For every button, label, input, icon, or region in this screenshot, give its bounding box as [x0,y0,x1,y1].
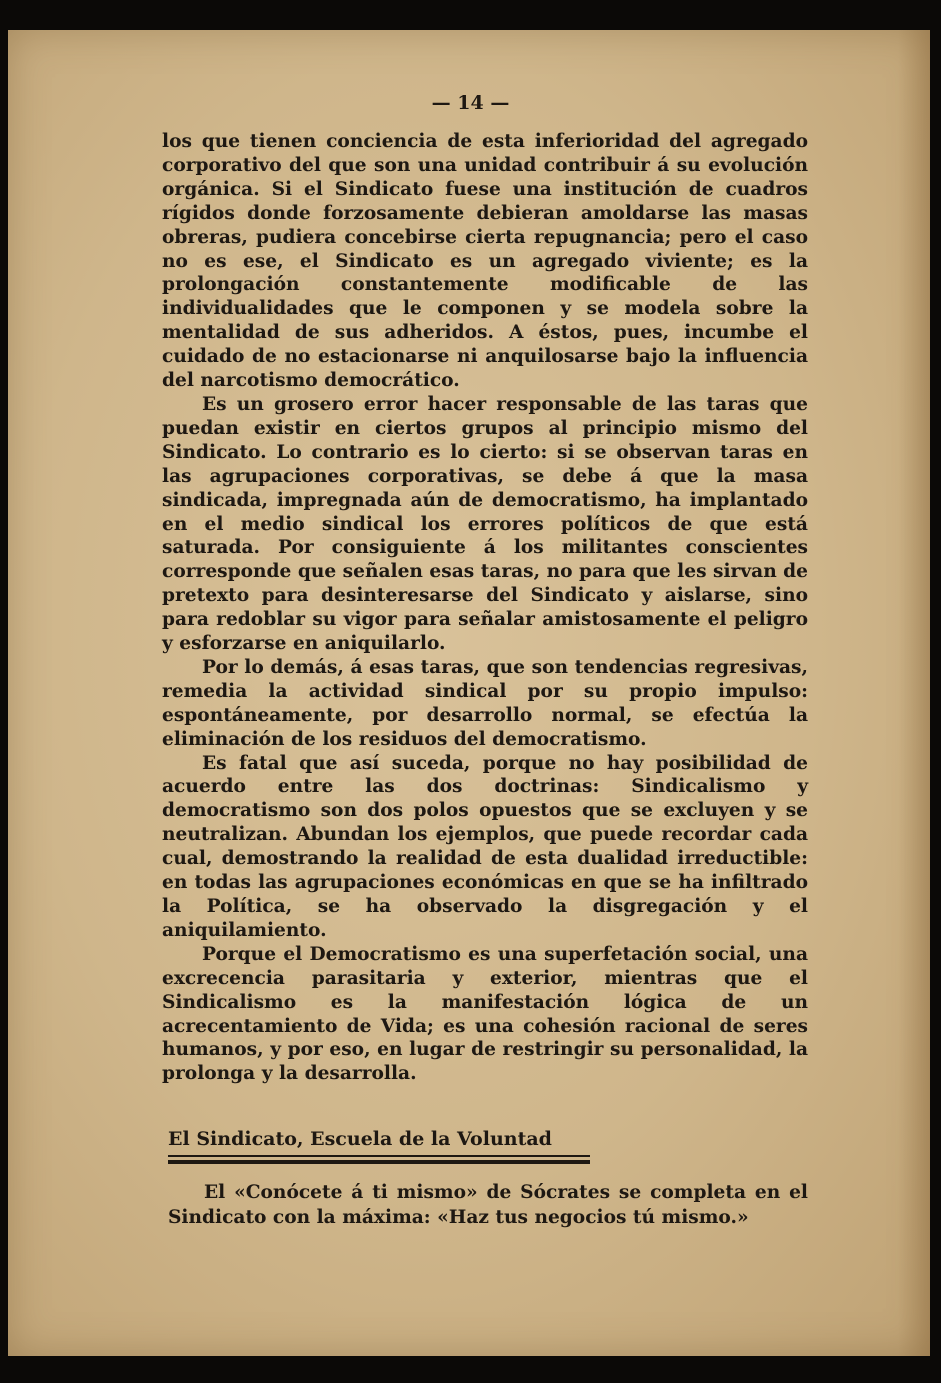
paragraph: los que tienen conciencia de esta inferioridad del agregado corporativo del que son una unidad contribuir á su evolución orgánica. Si el Sindicato fuese una institución de cuadros rígidos donde forzosamente debieran amoldarse las masas obreras, pudiera concebirse cierta repugnancia; pero el caso no es ese, el Sindicato es un agregado viviente; es la prolongación constantemente modificable de las individualidades que le componen y se modela sobre la mentalidad de sus adheridos. A éstos, pues, incumbe el cuidado de no estacionarse ni anquilosarse bajo la influencia del narcotismo democrático. [162,131,808,392]
paragraph: Es un grosero error hacer responsable de las taras que puedan existir en ciertos grupos al principio mismo del Sindicato. Lo contrario es lo cierto: si se observan taras en las agrupaciones corporativas, se debe á que la masa sindicada, impregnada aún de democratismo, ha implantado en el medio sindical los errores políticos de que está saturada. Por consiguiente á los militantes conscientes corresponde que señalen esas taras, no para que les sirvan de pretexto para desinteresarse del Sindicato y aislarse, sino para redoblar su vigor para señalar amistosamente el peligro y esforzarse en aniquilarlo. [162,393,809,655]
paragraph: Por lo demás, á esas taras, que son tendencias regresivas, remedia la actividad sindical por su propio impulso: espontáneamente, por desarrollo normal, se efectúa la eliminación de los residuos del democratismo. [162,656,808,750]
heading-rule-thin [168,1155,590,1157]
section-paragraph: El «Conócete á ti mismo» de Sócrates se completa en el Sindicato con la máxima: «Haz tus negocios tú mismo.» [168,1182,808,1228]
body-text [162,130,808,1086]
section-heading-block [168,1126,590,1164]
paragraph: Porque el Democratismo es una superfetación social, una excrecencia parasitaria y exterior, mientras que el Sindicalismo es la manifestación lógica de un acrecentamiento de Vida; es una cohesión racional de seres humanos, y por eso, en lugar de restringir su personalidad, la prolonga y la desarrolla. [162,943,808,1085]
page-number: — 14 — [431,92,510,114]
section-heading: El Sindicato, Escuela de la Voluntad [168,1128,552,1150]
paragraph: Es fatal que así suceda, porque no hay posibilidad de acuerdo entre las dos doctrinas: Sindicalismo y democratismo son dos polos opuestos que se excluyen y se neutralizan. Abundan los ejemplos, que puede recordar cada cual, demostrando la realidad de esta dualidad irreductible: en todas las agrupaciones económicas en que se ha infiltrado la Política, se ha observado la disgregación y el aniquilamiento. [162,752,808,941]
heading-rule-thick [168,1160,590,1164]
page-edge-shadow [898,30,930,1356]
section-text [168,1180,808,1230]
